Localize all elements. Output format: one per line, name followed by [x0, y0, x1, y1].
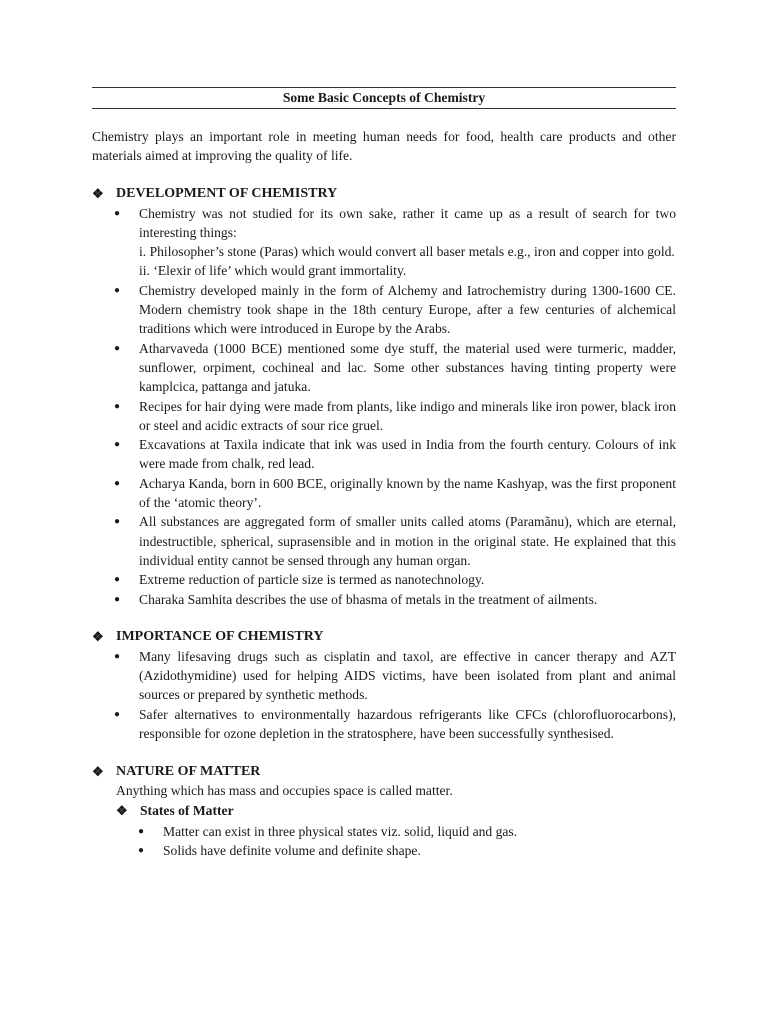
item-text: Many lifesaving drugs such as cisplatin and taxol, are effective in cancer therapy and AZT (Azidothymidine) used for helping AIDS victims, have been isolated from plant and animal sources or prepared by synthetic methods. — [139, 648, 676, 703]
diamond-bullet-icon: ❖ — [92, 763, 104, 779]
item-text: Acharya Kanda, born in 600 BCE, originally known by the name Kashyap, was the first proponent of the ‘atomic theory’. — [139, 475, 676, 511]
list-item — [114, 281, 676, 339]
item-text: Atharvaveda (1000 BCE) mentioned some dye stuff, the material used were turmeric, madder, sunflower, orpiment, cochineal and lac. Some other substances having tinting property were kamplcica, pattanga and jatuka. — [139, 340, 676, 395]
heading-text: DEVELOPMENT OF CHEMISTRY — [116, 185, 338, 201]
item-text: Safer alternatives to environmentally hazardous refrigerants like CFCs (chlorofluorocarbons), responsible for ozone depletion in the stratosphere, have been successfully synthesised. — [139, 706, 676, 742]
list-item — [114, 397, 676, 436]
subheading-text: States of Matter — [140, 803, 234, 819]
heading-text: IMPORTANCE OF CHEMISTRY — [116, 629, 324, 645]
bullet-icon: ● — [114, 516, 121, 528]
bullet-icon: ● — [114, 708, 121, 720]
diamond-bullet-icon: ❖ — [116, 803, 128, 819]
section-development — [92, 184, 676, 609]
document-page — [92, 87, 676, 860]
list-item — [114, 512, 676, 570]
heading-text: NATURE OF MATTER — [116, 763, 261, 779]
intro-paragraph: Chemistry plays an important role in meeting human needs for food, health care products and other materials aimed at improving the quality of life. — [92, 129, 676, 164]
bullet-icon: ● — [138, 825, 145, 837]
bullet-icon: ● — [138, 844, 145, 856]
item-text: Recipes for hair dying were made from plants, like indigo and minerals like iron power, black iron or steel and acidic extracts of sour rice gruel. — [139, 398, 676, 433]
bullet-list — [92, 647, 676, 743]
section-heading — [92, 184, 676, 204]
subsection-heading — [116, 801, 676, 822]
bullet-icon: ● — [114, 650, 121, 662]
bullet-icon: ● — [114, 400, 121, 412]
section-heading — [92, 627, 676, 647]
diamond-bullet-icon: ❖ — [92, 185, 104, 201]
list-item — [114, 204, 676, 281]
list-item — [114, 705, 676, 744]
bullet-list — [92, 204, 676, 609]
item-text: Chemistry developed mainly in the form of Alchemy and Iatrochemistry during 1300-1600 CE. Modern chemistry took shape in the 18th century Europe, after a few centuries of alchemical traditions which were introduced in Europe by the Arabs. — [139, 282, 676, 337]
bullet-icon: ● — [114, 593, 121, 605]
list-item — [114, 339, 676, 397]
item-text: Charaka Samhita describes the use of bhasma of metals in the treatment of ailments. — [139, 591, 598, 607]
item-text: Excavations at Taxila indicate that ink was used in India from the fourth century. Colours of ink were made from chalk, red lead. — [139, 437, 676, 472]
diamond-bullet-icon: ❖ — [92, 629, 104, 645]
list-item — [114, 474, 676, 513]
list-item — [138, 822, 676, 841]
item-text: Extreme reduction of particle size is termed as nanotechnology. — [139, 572, 485, 588]
bullet-icon: ● — [114, 207, 121, 219]
list-item — [138, 841, 676, 860]
item-text: Matter can exist in three physical states viz. solid, liquid and gas. — [163, 823, 518, 839]
item-text: All substances are aggregated form of smaller units called atoms (Paramãnu), which are eternal, indestructible, spherical, suprasensible and in motion in the original state. He explained that this individual entity cannot be sensed through any human organ. — [139, 514, 676, 568]
item-subtext: ii. ‘Elexir of life’ which would grant immortality. — [139, 263, 407, 279]
item-text: Solids have definite volume and definite shape. — [163, 842, 421, 858]
list-item — [114, 570, 676, 589]
list-item — [114, 647, 676, 705]
bullet-icon: ● — [114, 439, 121, 451]
matter-definition: Anything which has mass and occupies space is called matter. — [116, 783, 453, 799]
document-title: Some Basic Concepts of Chemistry — [92, 87, 676, 109]
bullet-icon: ● — [114, 477, 121, 489]
item-subtext: i. Philosopher’s stone (Paras) which would convert all baser metals e.g., iron and copper into gold. — [139, 244, 675, 260]
bullet-icon: ● — [114, 574, 121, 586]
bullet-list — [92, 822, 676, 861]
section-nature — [92, 761, 676, 860]
section-heading — [92, 761, 676, 781]
item-text: Chemistry was not studied for its own sake, rather it came up as a result of search for two interesting things: — [139, 205, 676, 240]
list-item — [114, 590, 676, 609]
bullet-icon: ● — [114, 284, 121, 296]
bullet-icon: ● — [114, 342, 121, 354]
section-importance — [92, 627, 676, 743]
list-item — [114, 435, 676, 474]
